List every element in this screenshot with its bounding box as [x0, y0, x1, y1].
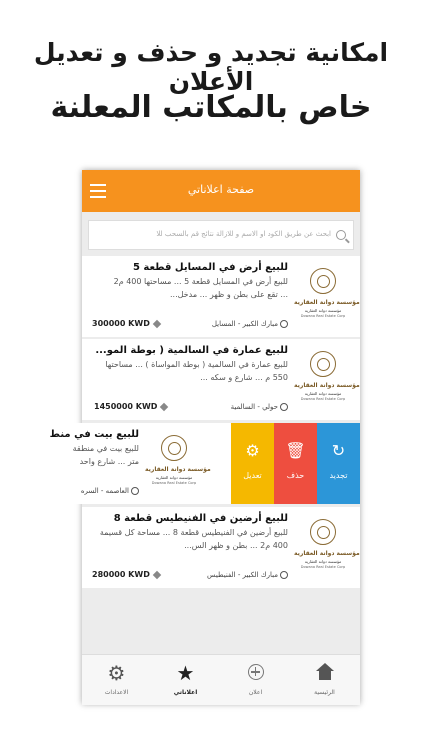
- delete-label: حذف: [286, 471, 305, 480]
- ad-location: [81, 487, 139, 495]
- ad-title: للبيع بيت في منط: [49, 429, 139, 440]
- ad-title: للبيع عمارة في السالمية ( بوطة المو...: [95, 345, 288, 356]
- ad-description: للبيع عمارة في السالمية ( بوطة المواساة ) ... مساحتها: [105, 360, 288, 369]
- location-pin-icon: [280, 320, 288, 328]
- ad-description: للبيع بيت في منطقة: [72, 444, 139, 453]
- trash-icon: 🗑: [285, 441, 306, 460]
- tab-settings[interactable]: [82, 655, 151, 705]
- ad-location-text: العاصمه - السره: [80, 487, 129, 495]
- price-tag-icon: [153, 319, 161, 327]
- ad-location: [207, 571, 288, 579]
- logo-emblem-icon: [310, 268, 336, 294]
- logo-emblem-icon: [310, 519, 336, 545]
- ad-title: للبيع أرضين في الفنيطيس قطعة 8: [113, 513, 288, 524]
- price-tag-icon: [160, 402, 168, 410]
- logo-subtitle: مؤسسة دوانة العقارية: [155, 475, 193, 480]
- logo-subtitle: مؤسسة دوانة العقارية: [304, 559, 342, 564]
- plus-circle-icon: [221, 663, 290, 683]
- ad-card-content: [82, 507, 360, 588]
- logo-emblem-icon: [310, 351, 336, 377]
- logo-name: مؤسسة دوانة العقارية: [294, 550, 360, 557]
- logo-subtitle-en: Dowana Real Estate Corp: [300, 565, 346, 569]
- phone-screen: [49, 170, 360, 704]
- ad-description: للبيع أرض في المسايل قطعة 5 ... مساحتها 400 م2: [113, 277, 288, 286]
- office-logo: [145, 435, 211, 495]
- edit-ad-button[interactable]: [231, 423, 274, 504]
- tab-settings-label: الاعدادات: [104, 689, 129, 696]
- ad-title: للبيع أرض في المسايل قطعة 5: [132, 262, 288, 273]
- tab-home-label: الرئيسية: [314, 689, 335, 696]
- ad-description-more: 550 م ... شارع و سكه ...: [200, 373, 288, 382]
- ad-card[interactable]: [82, 256, 360, 337]
- delete-ad-button[interactable]: [274, 423, 317, 504]
- refresh-icon: ↻: [331, 441, 346, 460]
- price-tag-icon: [153, 570, 161, 578]
- office-logo: [294, 351, 360, 411]
- ad-location: [212, 320, 288, 328]
- ad-description: للبيع أرضين في الفنيطيس قطعة 8 ... مساحة كل قسيمة: [99, 528, 288, 537]
- page-title: صفحة اعلاناتي: [187, 183, 255, 196]
- ad-card-content: [82, 256, 360, 337]
- logo-subtitle-en: Dowana Real Estate Corp: [151, 481, 197, 485]
- tab-add-ad[interactable]: [221, 655, 290, 705]
- ad-card[interactable]: [82, 507, 360, 588]
- gear-icon: ⚙: [245, 441, 260, 460]
- ad-location-text: مبارك الكبير - الفنيطيس: [207, 571, 278, 579]
- tab-my-ads[interactable]: [151, 655, 220, 705]
- ad-price-text: 280000 KWD: [92, 570, 150, 579]
- ad-card-swiped[interactable]: [49, 423, 360, 504]
- ad-price-text: 1450000 KWD: [94, 402, 158, 411]
- logo-name: مؤسسة دوانة العقارية: [294, 382, 360, 389]
- ad-card-content: [0, 423, 211, 504]
- logo-emblem-icon: [161, 435, 187, 461]
- home-icon: [290, 663, 359, 684]
- logo-name: مؤسسة دوانة العقارية: [294, 299, 360, 306]
- office-logo: [294, 268, 360, 328]
- search-placeholder: ابحث عن طريق الكود او الاسم و للازالة نتائج قم بالسحب للا: [156, 230, 331, 238]
- tab-add-ad-label: اعلان: [248, 689, 263, 696]
- search-icon: [336, 230, 346, 240]
- logo-subtitle-en: Dowana Real Estate Corp: [300, 314, 346, 318]
- tab-home[interactable]: [290, 655, 359, 705]
- renew-label: تجديد: [329, 471, 348, 480]
- logo-name: مؤسسة دوانة العقارية: [145, 466, 211, 473]
- edit-label: تعديل: [243, 471, 262, 480]
- location-pin-icon: [280, 571, 288, 579]
- location-pin-icon: [131, 487, 139, 495]
- star-icon: ★: [176, 661, 195, 685]
- promo-headline: امكانية تجديد و حذف و تعديل الأعلان: [33, 38, 389, 96]
- bottom-tab-bar: [82, 654, 360, 705]
- ad-description-more: متر ... شارع واحد: [79, 457, 139, 466]
- promo-subheadline: خاص بالمكاتب المعلنة: [50, 90, 372, 125]
- tab-my-ads-label: اعلاناتي: [173, 689, 198, 696]
- office-logo: [294, 519, 360, 579]
- logo-subtitle-en: Dowana Real Estate Corp: [300, 397, 346, 401]
- location-pin-icon: [280, 403, 288, 411]
- ad-description-more: ... تقع على بطن و ظهر ... مدخل...: [169, 290, 288, 299]
- ad-card[interactable]: [82, 339, 360, 420]
- ad-price: [94, 402, 167, 411]
- top-bar: [82, 170, 360, 212]
- ad-location: [231, 403, 288, 411]
- ad-description-more: 400 م2 ... بطن و ظهر الس...: [184, 541, 288, 550]
- logo-subtitle: مؤسسة دوانة العقارية: [304, 391, 342, 396]
- ad-location-text: مبارك الكبير - المسايل: [211, 320, 278, 328]
- renew-ad-button[interactable]: [317, 423, 360, 504]
- logo-subtitle: مؤسسة دوانة العقارية: [304, 308, 342, 313]
- ad-price-text: 300000 KWD: [92, 319, 150, 328]
- ad-price: [92, 570, 160, 579]
- search-input[interactable]: [88, 220, 354, 250]
- ad-card-content: [82, 339, 360, 420]
- gear-icon: ⚙: [107, 661, 126, 685]
- ad-location-text: حولي - السالمية: [230, 403, 278, 411]
- ad-price: [92, 319, 160, 328]
